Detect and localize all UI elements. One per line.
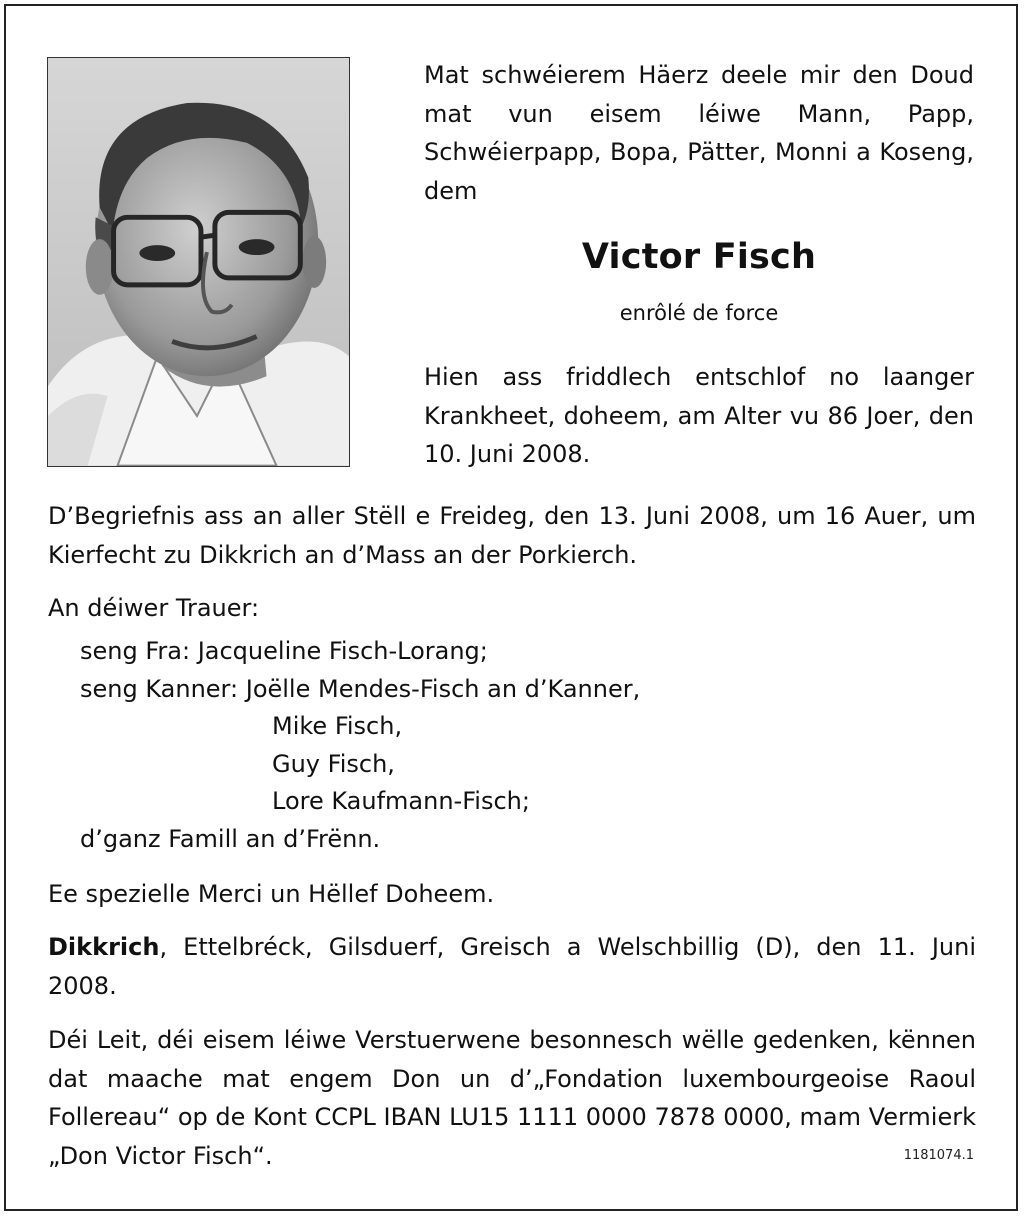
- reference-number: 1181074.1: [903, 1148, 974, 1163]
- deceased-subtitle: enrôlé de force: [619, 301, 779, 325]
- family-text: d’ganz Famill an d’Frënn.: [80, 824, 381, 853]
- children-label: seng Kanner:: [80, 674, 239, 703]
- place-town: Dikkrich: [48, 933, 160, 961]
- wife-label: seng Fra:: [80, 637, 191, 665]
- mourner-row-child: [80, 708, 640, 746]
- funeral-details: D’Begriefnis ass an aller Stëll e Freideg, den 13. Juni 2008, um 16 Auer, um Kierfecht zu Dikkrich an d’Mass an der Porkierch.: [48, 502, 976, 569]
- intro-text: Mat schwéierem Häerz deele mir den Doud mat vun eisem léiwe Mann, Papp, Schwéierpapp, Bopa, Pätter, Monni a Koseng, dem: [424, 61, 974, 205]
- wife-name: Jacqueline Fisch-Lorang;: [197, 637, 488, 665]
- donation-text: Déi Leit, déi eisem léiwe Verstuerwene besonnesch wëlle gedenken, kënnen dat maache mat engem Don un d’„Fondation luxembourgeoise Raoul Follereau“ op de Kont CCPL IBAN LU15 1111 0000 7878 0000, mam Vermierk „Don Victor Fisch“.: [48, 1026, 976, 1170]
- mourner-row-wife: [80, 633, 640, 671]
- death-notice: Hien ass friddlech entschlof no laanger Krankheet, doheem, am Alter vu 86 Joer, den 10. Juni 2008.: [424, 363, 974, 468]
- thanks-text: Ee spezielle Merci un Hëllef Doheem.: [48, 880, 495, 908]
- mourner-row-children: [80, 671, 640, 709]
- mourner-row-family: [80, 821, 640, 859]
- mourners-heading: An déiwer Trauer:: [48, 594, 260, 622]
- mourners-list: [80, 633, 640, 858]
- child-name: Guy Fisch,: [272, 749, 395, 778]
- child-name: Mike Fisch,: [272, 712, 403, 740]
- child-name: Joëlle Mendes-Fisch an d’Kanner,: [245, 674, 641, 703]
- child-name: Lore Kaufmann-Fisch;: [272, 787, 530, 815]
- place-date: [48, 928, 976, 1005]
- place-rest: , Ettelbréck, Gilsduerf, Greisch a Welschbillig (D), den 11. Juni 2008.: [48, 933, 976, 1000]
- mourner-row-child: [80, 783, 640, 821]
- portrait-photo: [47, 57, 350, 467]
- mourner-row-child: [80, 746, 640, 784]
- deceased-name: Victor Fisch: [581, 237, 817, 277]
